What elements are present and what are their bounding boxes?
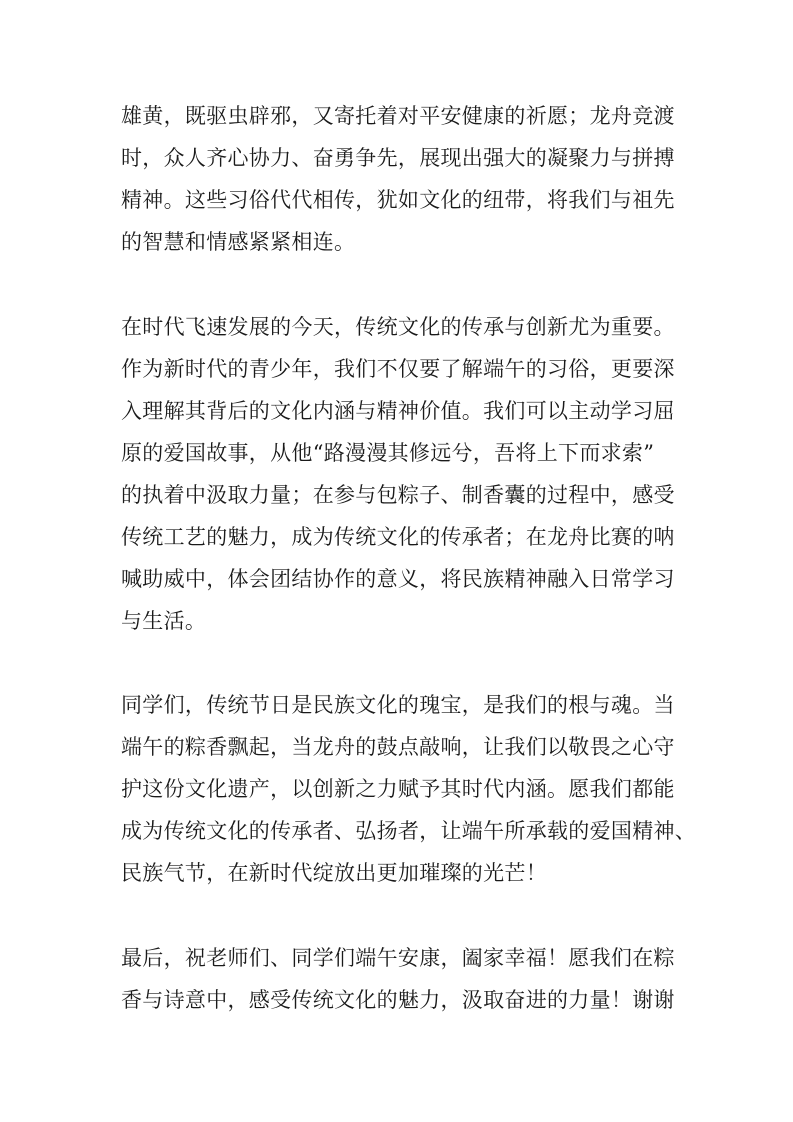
paragraph-line: 精神。这些习俗代代相传，犹如文化的纽带，将我们与祖先 <box>121 188 675 212</box>
paragraph-line: 时，众人齐心协力、奋勇争先，展现出强大的凝聚力与拼搏 <box>121 146 675 170</box>
paragraph-line: 雄黄，既驱虫辟邪，又寄托着对平安健康的祈愿；龙舟竞渡 <box>121 104 675 128</box>
paragraph-line: 传统工艺的魅力，成为传统文化的传承者；在龙舟比赛的呐 <box>121 525 675 549</box>
paragraph-line: 香与诗意中，感受传统文化的魅力，汲取奋进的力量！谢谢 <box>121 988 675 1012</box>
paragraph-line: 端午的粽香飘起，当龙舟的鼓点敲响，让我们以敬畏之心守 <box>121 735 675 759</box>
paragraph-line: 民族气节，在新时代绽放出更加璀璨的光芒！ <box>121 861 547 885</box>
paragraph-line: 的执着中汲取力量；在参与包粽子、制香囊的过程中，感受 <box>121 483 675 507</box>
paragraph-line: 同学们，传统节日是民族文化的瑰宝，是我们的根与魂。当 <box>121 693 675 717</box>
paragraph-line: 最后，祝老师们、同学们端午安康，阖家幸福！愿我们在粽 <box>121 946 675 970</box>
paragraph-line: 喊助威中，体会团结协作的意义，将民族精神融入日常学习 <box>121 567 675 591</box>
paragraph-line: 与生活。 <box>121 609 207 633</box>
paragraph-line: 护这份文化遗产，以创新之力赋予其时代内涵。愿我们都能 <box>121 777 675 801</box>
paragraph-line: 成为传统文化的传承者、弘扬者，让端午所承载的爱国精神、 <box>121 819 697 843</box>
paragraph-line: 入理解其背后的文化内涵与精神价值。我们可以主动学习屈 <box>121 399 675 423</box>
paragraph-line: 原的爱国故事，从他“路漫漫其修远兮，吾将上下而求索” <box>121 441 655 465</box>
paragraph-line: 在时代飞速发展的今天，传统文化的传承与创新尤为重要。 <box>121 315 675 339</box>
paragraph-line: 作为新时代的青少年，我们不仅要了解端午的习俗，更要深 <box>121 357 675 381</box>
paragraph-line: 的智慧和情感紧紧相连。 <box>121 230 356 254</box>
